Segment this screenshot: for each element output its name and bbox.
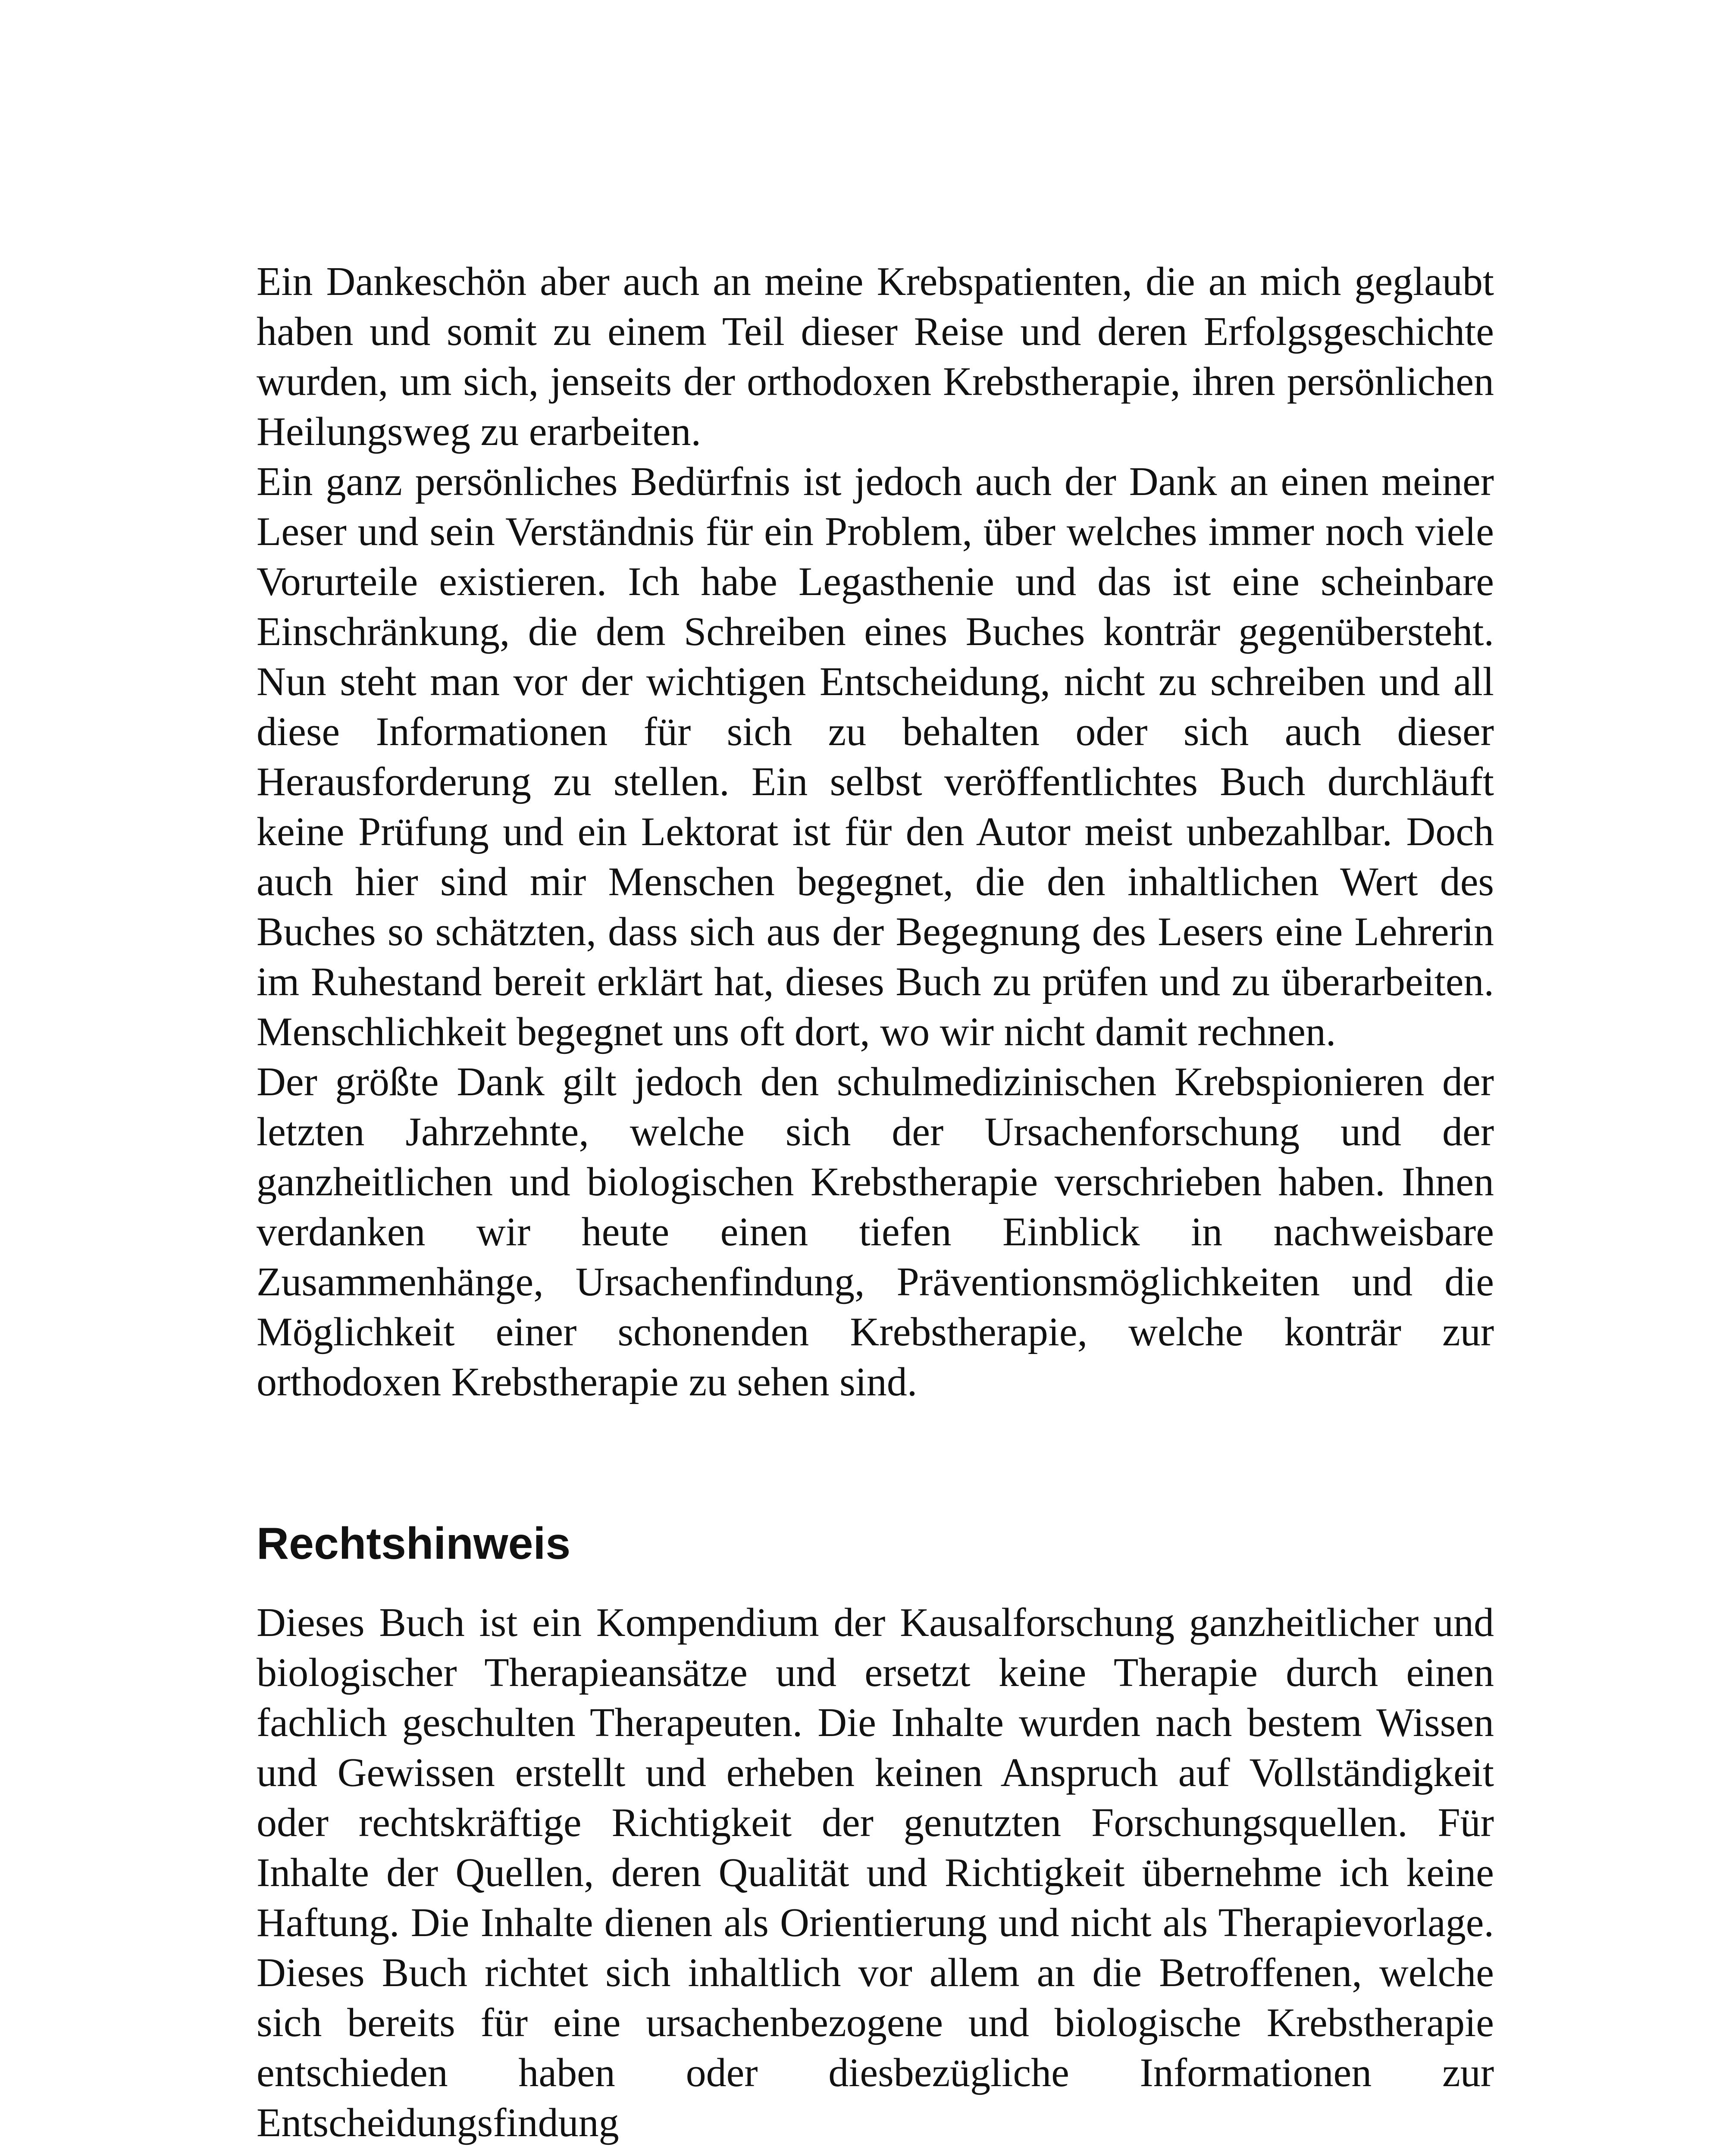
paragraph: Ein Dankeschön aber auch an meine Krebspatienten, die an mich geglaubt haben und somit zu einem Teil dieser Reise und deren Erfolgsgeschichte wurden, um sich, jenseits der orthodoxen Krebstherapie, ihren persönlichen Heilungsweg zu erarbeiten. [257, 259, 1494, 454]
paragraph: Der größte Dank gilt jedoch den schulmedizinischen Krebspionieren der letzten Jahrzehnte, welche sich der Ursachenforschung und der ganzheitlichen und biologischen Krebstherapie verschrieben haben. Ihnen verdanken wir heute einen tiefen Einblick in nachweisbare Zusammenhänge, Ursachenfindung, Präventionsmöglichkeiten und die Möglichkeit einer schonenden Krebstherapie, welche konträr zur orthodoxen Krebstherapie zu sehen sind. [257, 1059, 1494, 1404]
paragraph: Dieses Buch ist ein Kompendium der Kausalforschung ganzheitlicher und biologischer Therapieansätze und ersetzt keine Therapie durch einen fachlich geschulten Therapeuten. Die Inhalte wurden nach bestem Wissen und Gewissen erstellt und erheben keinen Anspruch auf Vollständigkeit oder rechtskräftige Richtigkeit der genutzten Forschungsquellen. Für Inhalte der Quellen, deren Qualität und Richtigkeit übernehme ich keine Haftung. Die Inhalte dienen als Orientierung und nicht als Therapievorlage. Dieses Buch richtet sich inhaltlich vor allem an die Betroffenen, welche sich bereits für eine ursachenbezogene und biologische Krebstherapie entschieden haben oder diesbezügliche Informationen zur Entscheidungsfindung [257, 1600, 1494, 2145]
legal-notice-text [257, 1598, 1494, 2148]
section-heading: Rechtshinweis [257, 1519, 571, 1569]
acknowledgement-text [257, 257, 1494, 1407]
paragraph: Ein ganz persönliches Bedürfnis ist jedoch auch der Dank an einen meiner Leser und sein Verständnis für ein Problem, über welches immer noch viele Vorurteile existieren. Ich habe Legasthenie und das ist eine scheinbare Einschränkung, die dem Schreiben eines Buches konträr gegenübersteht. Nun steht man vor der wichtigen Entscheidung, nicht zu schreiben und all diese Informationen für sich zu behalten oder sich auch dieser Herausforderung zu stellen. Ein selbst veröffentlichtes Buch durchläuft keine Prüfung und ein Lektorat ist für den Autor meist unbezahlbar. Doch auch hier sind mir Menschen begegnet, die den inhaltlichen Wert des Buches so schätzten, dass sich aus der Begegnung des Lesers eine Lehrerin im Ruhestand bereit erklärt hat, dieses Buch zu prüfen und zu überarbeiten. Menschlichkeit begegnet uns oft dort, wo wir nicht damit rechnen. [257, 459, 1494, 1054]
